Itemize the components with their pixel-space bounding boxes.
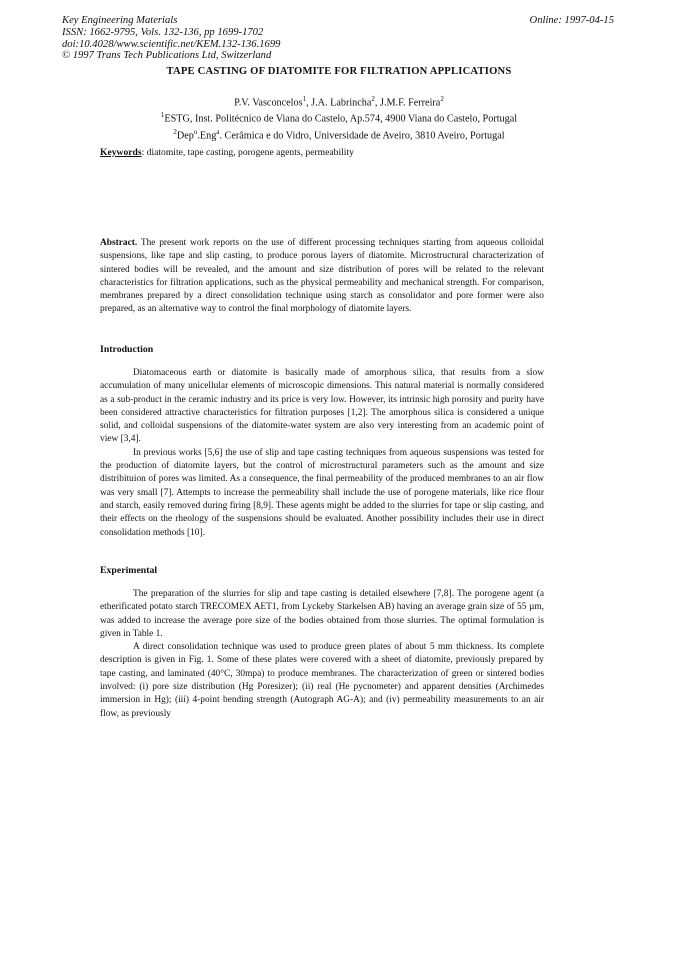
paper-title: TAPE CASTING OF DIATOMITE FOR FILTRATION APPLICATIONS bbox=[166, 66, 512, 77]
keywords-text: : diatomite, tape casting, porogene agents, permeability bbox=[141, 147, 354, 158]
author-3-sup: 2 bbox=[440, 95, 444, 103]
affiliation-1-text: ESTG, Inst. Politécnico de Viana do Castelo, Ap.574, 4900 Viana do Castelo, Portugal bbox=[164, 113, 518, 125]
affiliation-2 bbox=[0, 126, 678, 142]
experimental-paragraph-2: A direct consolidation technique was used to produce green plates of about 5 mm thickness. Its complete description is given in Fig. 1. Some of these plates were covered with a sheet of diatomite, previously prepared by tape casting, and laminated (40°C, 30mpa) to produce membranes. The characterization of green or sintered bodies involved: (i) pore size distribution (Hg Poresizer); (ii) real (He pycnometer) and apparent densities (Archimedes immersion in Hg); (iii) 4-point bending strength (Autograph AG-A); and (iv) permeability measurements to an air flow, as previously bbox=[100, 642, 544, 719]
doi-line: doi:10.4028/www.scientific.net/KEM.132-136.1699 bbox=[62, 38, 281, 50]
affiliation-2-dep-sup: o bbox=[193, 127, 198, 136]
author-2-sup: 2 bbox=[371, 95, 375, 103]
online-date: Online: 1997-04-15 bbox=[529, 15, 614, 26]
author-1: P.V. Vasconcelos bbox=[234, 97, 303, 109]
introduction-body bbox=[100, 367, 544, 540]
author-1-sup: 1 bbox=[302, 95, 307, 103]
affiliation-2-sup: 2 bbox=[173, 127, 177, 136]
issn-line: ISSN: 1662-9795, Vols. 132-136, pp 1699-1702 bbox=[62, 26, 264, 38]
experimental-body bbox=[100, 588, 544, 721]
affiliation-1-sup: 1 bbox=[160, 111, 165, 120]
affiliation-2-eng: .Eng bbox=[197, 130, 217, 142]
experimental-heading: Experimental bbox=[100, 565, 158, 576]
journal-name: Key Engineering Materials bbox=[62, 15, 178, 26]
journal-metadata bbox=[62, 15, 280, 62]
abstract-paragraph bbox=[100, 237, 544, 317]
author-names bbox=[0, 93, 678, 109]
author-3: , J.M.F. Ferreira bbox=[374, 97, 441, 109]
introduction-paragraph-1: Diatomaceous earth or diatomite is basically made of amorphous silica, that results from a slow accumulation of many unicellular elements of microscopic dimensions. This natural material is normally considered as a sub-product in the ceramic industry and its price is very low. However, its intrinsic high porosity and purity have been considered attractive characteristics for filtration purposes [1,2]. The amorphous silica is considered a unique solid, and colloidal suspensions of the diatomite-water system are also very interesting from an academic point of view [3,4]. bbox=[100, 368, 544, 445]
affiliation-2-dep: Dep bbox=[176, 130, 194, 142]
affiliation-2-text: . Cerâmica e do Vidro, Universidade de Aveiro, 3810 Aveiro, Portugal bbox=[219, 130, 505, 142]
copyright-line: © 1997 Trans Tech Publications Ltd, Switzerland bbox=[62, 50, 272, 62]
keywords-label: Keywords bbox=[100, 147, 142, 158]
author-block bbox=[0, 93, 678, 142]
introduction-heading: Introduction bbox=[100, 344, 154, 355]
abstract-text: The present work reports on the use of different processing techniques starting from aqueous colloidal suspensions, like tape and slip casting, to produce porous layers of diatomite. Microstructural characterization of sintered bodies will be revealed, and the amount and size distribution of pores will be related to the relevant characteristics for filtration applications, such as the physical permeability and mechanical strength. For comparison, membranes prepared by a direct consolidation technique using starch as consolidator and pore former were also prepared, as an alternative way to control the final morphology of diatomite layers. bbox=[100, 238, 544, 315]
affiliation-2-eng-sup: a bbox=[216, 127, 220, 136]
experimental-paragraph-1: The preparation of the slurries for slip and tape casting is detailed elsewhere [7,8]. The porogene agent (a etherificated potato starch TRECOMEX AET1, from Lyckeby Starkelsen AB) having an average grain size of 55 µm, was added to increase the average pore size of the bodies obtained from those slurries. The optimal formulation is given in Table 1. bbox=[100, 589, 544, 639]
keywords-line bbox=[100, 147, 354, 158]
introduction-paragraph-2: In previous works [5,6] the use of slip and tape casting techniques from aqueous suspensions was tested for the production of diatomite layers, but the control of microstructural parameters such as the amount and size distribituion of pores was limited. As a consequence, the final permeability of the produced membranes to an air flow was very small [7]. Attempts to increase the permeability shall include the use of porogene materials, like rice flour and starch, easily removed during firing [8,9]. These agents might be added to the slurries for tape or slip casting, and their effects on the rheology of the suspensions should be evaluated. Another possibility includes their use in direct consolidation methods [10]. bbox=[100, 447, 544, 538]
affiliation-1 bbox=[0, 109, 678, 125]
abstract-label: Abstract. bbox=[100, 238, 138, 248]
author-2: , J.A. Labrincha bbox=[306, 97, 372, 109]
